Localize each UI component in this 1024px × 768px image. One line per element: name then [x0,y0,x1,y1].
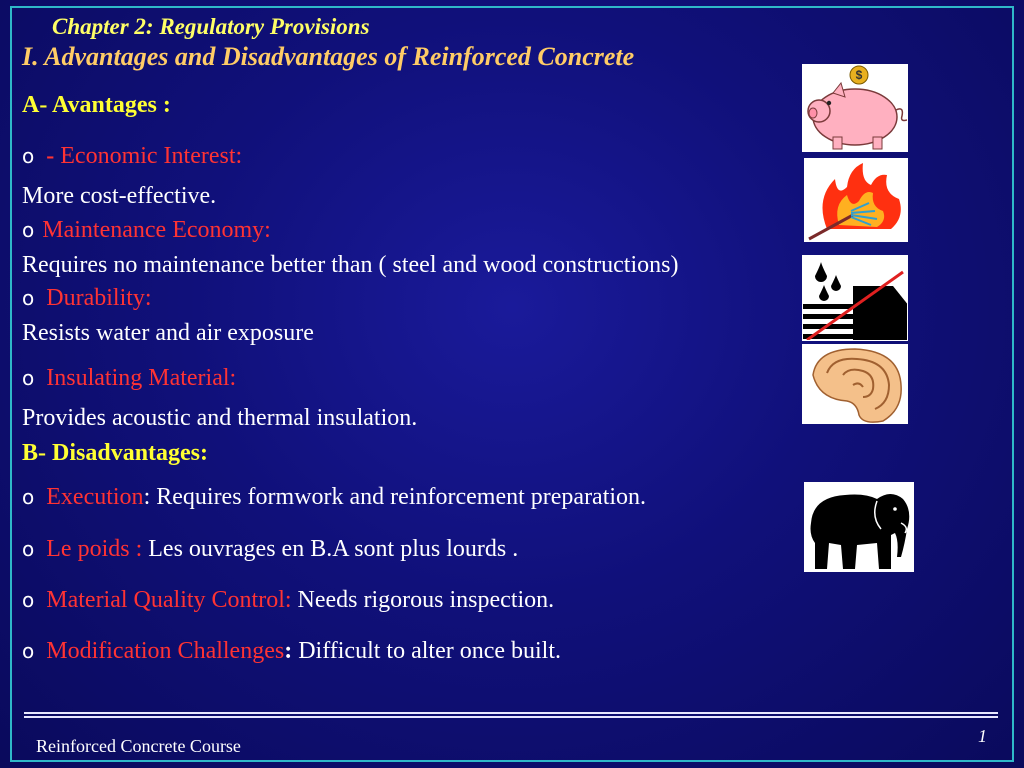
bullet-maintenance-economy [22,217,271,244]
fire-icon [804,158,908,242]
water-resistance-icon [802,255,908,341]
text-quality-control: Needs rigorous inspection. [291,587,555,613]
text-modification: Difficult to alter once built. [292,638,562,664]
piggy-bank-icon [802,64,908,152]
label-weight: Le poids : [46,536,143,562]
page-number: 1 [978,726,987,746]
bullet-marker: o [22,286,35,310]
label-modification: Modification Challenges [46,638,285,664]
elephant-icon [804,482,914,572]
label-insulating-material: Insulating Material: [46,365,237,391]
bullet-marker: o [22,485,35,509]
coin-dollar-sign: $ [855,68,863,82]
advantages-heading: A- Avantages : [22,92,171,118]
text-insulating-material: Provides acoustic and thermal insulation. [22,405,418,431]
chapter-heading: Chapter 2: Regulatory Provisions [52,14,370,39]
ear-icon [802,344,908,424]
slide-title: I. Advantages and Disadvantages of Reinforced Concrete [22,42,635,71]
label-economic-interest: Economic Interest: [60,143,243,169]
bullet-execution [22,484,646,511]
text-economic-interest: More cost-effective. [22,183,217,209]
bullet-modification [22,638,561,665]
footer-divider [24,712,998,720]
bullet-marker: o [22,639,35,663]
bullet-marker: o [22,366,35,390]
disadvantages-heading: B- Disadvantages: [22,440,209,466]
label-maintenance-economy: Maintenance Economy: [42,217,271,243]
label-quality-control: Material Quality Control: [46,587,292,613]
text-durability: Resists water and air exposure [22,320,314,346]
bullet-marker: o [22,218,35,242]
bullet-marker: o [22,537,35,561]
sep-execution: : [143,484,151,510]
text-maintenance-economy: Requires no maintenance better than ( steel and wood constructions) [22,252,679,278]
label-durability: Durability: [46,285,152,311]
bullet-quality-control [22,587,554,614]
bullet-durability [22,285,152,312]
bullet-economic-interest [22,143,242,170]
bullet-insulating-material [22,365,236,392]
footer-course-name: Reinforced Concrete Course [36,736,241,756]
text-execution: Requires formwork and reinforcement preparation. [150,484,647,510]
sep-modification: : [284,638,293,664]
label-execution: Execution [46,484,144,510]
bullet-weight [22,536,518,563]
dash: - [46,143,61,169]
text-weight: Les ouvrages en B.A sont plus lourds . [142,536,519,562]
bullet-marker: o [22,144,35,168]
bullet-marker: o [22,588,35,612]
